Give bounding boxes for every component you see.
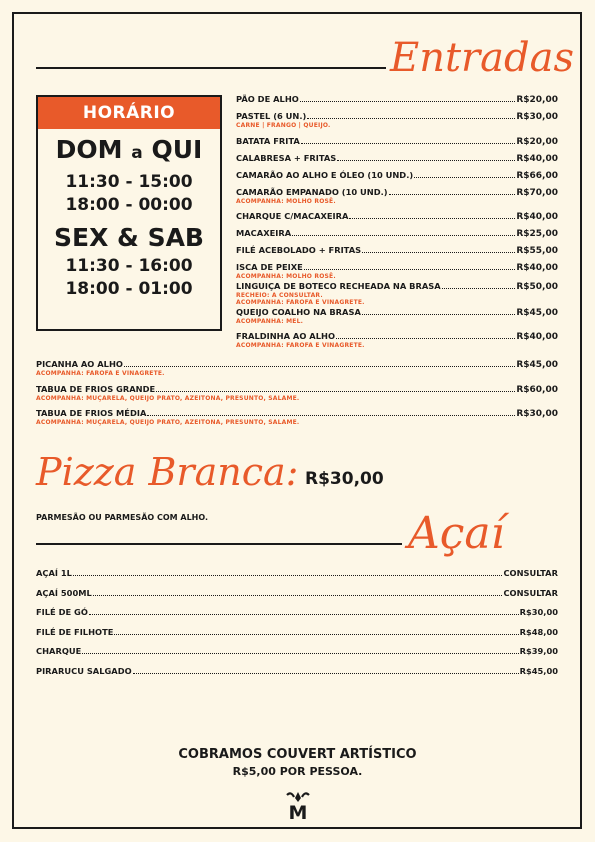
footer-couvert: COBRAMOS COUVERT ARTÍSTICO: [178, 747, 417, 762]
menu-item: CAMARÃO EMPANADO (10 UND.) R$70,00: [236, 186, 558, 198]
menu-item: TABUA DE FRIOS MÉDIA R$30,00: [36, 408, 558, 419]
menu-item: TABUA DE FRIOS GRANDE R$60,00: [36, 383, 558, 395]
menu-item: ISCA DE PEIXE R$40,00: [236, 262, 558, 273]
menu-item: QUEIJO COALHO NA BRASA R$45,00: [236, 306, 558, 318]
menu-item: LINGUIÇA DE BOTECO RECHEADA NA BRASA R$50,00: [236, 280, 558, 292]
acai-title: Açaí: [408, 508, 505, 559]
menu-item-note: RECHEIO: A CONSULTAR.: [236, 291, 323, 299]
menu-item: CHARQUE C/MACAXEIRA R$40,00: [236, 211, 558, 222]
menu-item-note: ACOMPANHA: FAROFA E VINAGRETE.: [36, 370, 165, 377]
pizza-title: Pizza Branca:: [36, 450, 299, 494]
menu-item-note: ACOMPANHA: MEL.: [236, 317, 304, 325]
menu-item-note: ACOMPANHA: MUÇARELA, QUEIJO PRATO, AZEITONA, PRESUNTO, SALAME.: [36, 419, 300, 426]
menu-item: FILÉ DE FILHOTE R$48,00: [36, 626, 558, 637]
days-connector: a: [131, 143, 143, 163]
menu-item: FILÉ ACEBOLADO + FRITAS R$55,00: [236, 245, 558, 256]
menu-item: BATATA FRITA R$20,00: [236, 135, 558, 147]
menu-item: CHARQUE R$39,00: [36, 646, 558, 656]
menu-item: PIRARUCU SALGADO R$45,00: [36, 665, 558, 676]
menu-item: PASTEL (6 UN.) R$30,00: [236, 111, 558, 122]
menu-item-note: ACOMPANHA: MUÇARELA, QUEIJO PRATO, AZEITONA, PRESUNTO, SALAME.: [36, 394, 300, 402]
svg-text:M: M: [288, 802, 308, 821]
hours-time-weekday-1: 11:30 - 15:00: [65, 172, 193, 192]
logo-icon: [283, 789, 313, 821]
menu-item: AÇAÍ 1L CONSULTAR: [36, 568, 558, 578]
menu-item-note: CARNE | FRANGO | QUEIJO.: [236, 122, 331, 129]
menu-item: PÃO DE ALHO R$20,00: [236, 94, 558, 105]
days-start: DOM: [55, 135, 123, 164]
hours-days-weekday: [38, 137, 220, 166]
entradas-wide-list: [36, 359, 558, 427]
menu-item: FILÉ DE GÓ R$30,00: [36, 607, 558, 617]
menu-item-note: ACOMPANHA: FAROFA E VINAGRETE.: [236, 299, 365, 306]
menu-item: PICANHA AO ALHO R$45,00: [36, 359, 558, 370]
acai-rule: [36, 543, 402, 545]
entradas-rule: [36, 67, 386, 69]
hours-heading: HORÁRIO: [38, 97, 220, 129]
acai-list: [36, 568, 558, 685]
pizza-description: PARMESÃO OU PARMESÃO COM ALHO.: [36, 513, 209, 522]
menu-item: CAMARÃO AO ALHO E ÓLEO (10 UND.) R$66,00: [236, 169, 558, 181]
footer-couvert-price: R$5,00 POR PESSOA.: [232, 765, 363, 778]
hours-time-weekend-1: 11:30 - 16:00: [65, 256, 193, 276]
menu-item-note: ACOMPANHA: MOLHO ROSÊ.: [236, 197, 336, 205]
menu-item: FRALDINHA AO ALHO R$40,00: [236, 331, 558, 342]
menu-item: MACAXEIRA R$25,00: [236, 228, 558, 239]
days-end: QUI: [151, 135, 203, 164]
hours-time-weekday-2: 18:00 - 00:00: [65, 195, 193, 215]
menu-item-note: ACOMPANHA: FAROFA E VINAGRETE.: [236, 342, 365, 349]
entradas-title: Entradas: [390, 35, 574, 81]
hours-days-weekend: SEX & SAB: [54, 223, 204, 252]
menu-item: CALABRESA + FRITAS R$40,00: [236, 152, 558, 164]
pizza-price: R$30,00: [305, 469, 384, 489]
hours-time-weekend-2: 18:00 - 01:00: [65, 279, 193, 299]
menu-item: AÇAÍ 500ML CONSULTAR: [36, 587, 558, 598]
entradas-list: [236, 94, 558, 350]
hours-box: [36, 95, 222, 331]
menu-item-note: ACOMPANHA: MOLHO ROSÊ.: [236, 273, 336, 280]
